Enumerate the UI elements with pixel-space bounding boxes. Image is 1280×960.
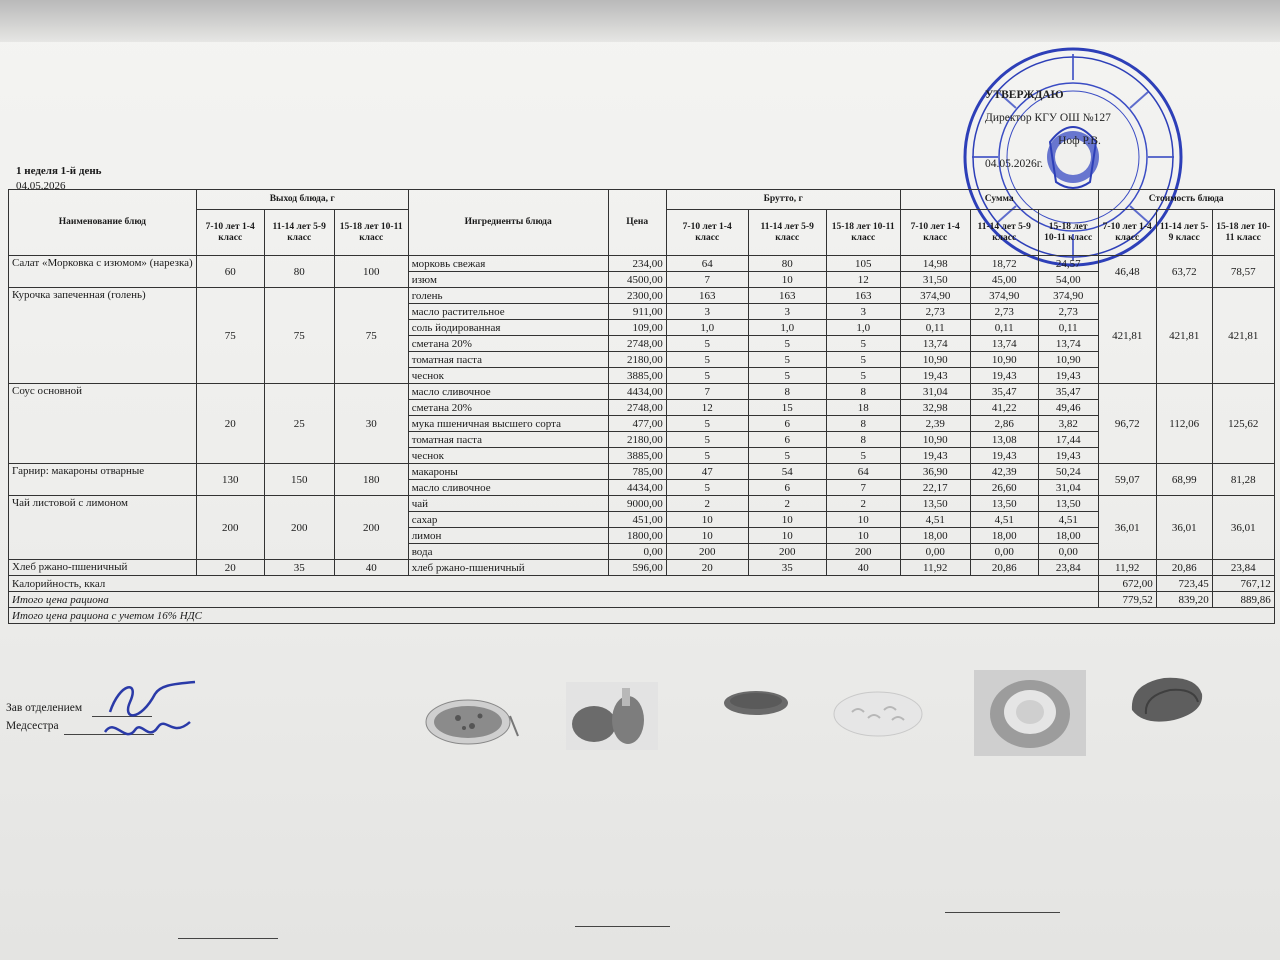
brutto-value: 10: [826, 528, 900, 544]
brutto-value: 163: [826, 288, 900, 304]
header-age: 11-14 лет 5-9 класс: [970, 210, 1038, 256]
ingredient-price: 911,00: [608, 304, 666, 320]
brutto-value: 3: [666, 304, 748, 320]
brutto-value: 10: [666, 528, 748, 544]
brutto-value: 7: [826, 480, 900, 496]
dish-cost: 63,72: [1156, 256, 1212, 288]
ingredient-name: томатная паста: [408, 432, 608, 448]
output-value: 75: [264, 288, 334, 384]
brutto-value: 5: [666, 368, 748, 384]
brutto-value: 54: [748, 464, 826, 480]
sum-value: 18,00: [970, 528, 1038, 544]
sum-value: 41,22: [970, 400, 1038, 416]
total-row: [9, 592, 1275, 608]
ingredient-price: 234,00: [608, 256, 666, 272]
menu-table: [8, 189, 1275, 624]
brutto-value: 105: [826, 256, 900, 272]
ingredient-name: мука пшеничная высшего сорта: [408, 416, 608, 432]
ingredient-name: лимон: [408, 528, 608, 544]
output-value: 200: [196, 496, 264, 560]
sum-value: 19,43: [970, 448, 1038, 464]
dish-cost: 20,86: [1156, 560, 1212, 576]
sum-value: 19,43: [900, 448, 970, 464]
sum-value: 0,00: [970, 544, 1038, 560]
dish-cost: 96,72: [1098, 384, 1156, 464]
header-age: 7-10 лет 1-4 класс: [666, 210, 748, 256]
ingredient-name: масло растительное: [408, 304, 608, 320]
brutto-value: 12: [826, 272, 900, 288]
approval-name: Ноф Р.В.: [1058, 135, 1101, 147]
sum-value: 17,44: [1038, 432, 1098, 448]
output-value: 40: [334, 560, 408, 576]
dish-cost: 421,81: [1098, 288, 1156, 384]
dish-name: Чай листовой с лимоном: [9, 496, 197, 560]
sum-value: 10,90: [1038, 352, 1098, 368]
ingredient-name: голень: [408, 288, 608, 304]
dish-cost: 36,01: [1156, 496, 1212, 560]
sum-value: 13,50: [970, 496, 1038, 512]
brutto-value: 5: [826, 368, 900, 384]
sum-value: 13,74: [1038, 336, 1098, 352]
ingredient-row: [9, 256, 1275, 272]
ingredient-price: 3885,00: [608, 448, 666, 464]
ingredient-price: 4434,00: [608, 384, 666, 400]
sum-value: 49,46: [1038, 400, 1098, 416]
total-value: 889,86: [1212, 592, 1274, 608]
sum-value: 32,98: [900, 400, 970, 416]
brutto-value: 200: [826, 544, 900, 560]
brutto-value: 10: [826, 512, 900, 528]
ingredient-row: [9, 496, 1275, 512]
brutto-value: 8: [826, 384, 900, 400]
ingredient-price: 785,00: [608, 464, 666, 480]
output-value: 200: [334, 496, 408, 560]
brutto-value: 10: [748, 272, 826, 288]
brutto-value: 47: [666, 464, 748, 480]
sum-value: 2,73: [970, 304, 1038, 320]
brutto-value: 5: [666, 352, 748, 368]
ingredient-price: 2180,00: [608, 352, 666, 368]
sum-value: 24,57: [1038, 256, 1098, 272]
ingredient-price: 451,00: [608, 512, 666, 528]
dish-name: Салат «Морковка с изюмом» (нарезка): [9, 256, 197, 288]
brutto-value: 35: [748, 560, 826, 576]
ingredient-price: 2748,00: [608, 336, 666, 352]
dish-cost: 46,48: [1098, 256, 1156, 288]
ingredient-price: 9000,00: [608, 496, 666, 512]
brutto-value: 2: [666, 496, 748, 512]
total-vat-row: [9, 608, 1275, 624]
header-dish: Наименование блюд: [9, 190, 197, 256]
sum-value: 18,00: [1038, 528, 1098, 544]
brutto-value: 200: [666, 544, 748, 560]
sum-value: 23,84: [1038, 560, 1098, 576]
ingredient-price: 0,00: [608, 544, 666, 560]
dish-cost: 78,57: [1212, 256, 1274, 288]
sum-value: 19,43: [970, 368, 1038, 384]
pasta-plate-icon: [832, 690, 924, 738]
ingredient-name: сметана 20%: [408, 336, 608, 352]
sum-value: 2,73: [900, 304, 970, 320]
total-label: Итого цена рациона: [9, 592, 1099, 608]
sum-value: 42,39: [970, 464, 1038, 480]
approval-title: УТВЕРЖДАЮ: [985, 89, 1064, 101]
brutto-value: 40: [826, 560, 900, 576]
brutto-value: 5: [748, 352, 826, 368]
total-vat-label: Итого цена рациона с учетом 16% НДС: [9, 608, 1275, 624]
brutto-value: 18: [826, 400, 900, 416]
brutto-value: 8: [826, 432, 900, 448]
dish-cost: 421,81: [1156, 288, 1212, 384]
sum-value: 374,90: [1038, 288, 1098, 304]
output-value: 35: [264, 560, 334, 576]
output-value: 30: [334, 384, 408, 464]
brutto-value: 2: [748, 496, 826, 512]
ingredient-name: вода: [408, 544, 608, 560]
brutto-value: 6: [748, 416, 826, 432]
ingredient-row: [9, 560, 1275, 576]
ingredient-name: макароны: [408, 464, 608, 480]
output-value: 75: [196, 288, 264, 384]
header-sum: Сумма: [900, 190, 1098, 210]
header-ingredients: Ингредиенты блюда: [408, 190, 608, 256]
dish-name: Хлеб ржано-пшеничный: [9, 560, 197, 576]
output-value: 20: [196, 384, 264, 464]
ingredient-price: 2300,00: [608, 288, 666, 304]
sum-value: 35,47: [1038, 384, 1098, 400]
output-value: 20: [196, 560, 264, 576]
dish-cost: 112,06: [1156, 384, 1212, 464]
ingredient-name: морковь свежая: [408, 256, 608, 272]
brutto-value: 64: [666, 256, 748, 272]
sum-value: 4,51: [970, 512, 1038, 528]
ingredient-name: сахар: [408, 512, 608, 528]
ingredient-price: 3885,00: [608, 368, 666, 384]
dish-cost: 23,84: [1212, 560, 1274, 576]
approval-block: [985, 84, 1111, 176]
ingredient-price: 2180,00: [608, 432, 666, 448]
header-age: 7-10 лет 1-4 класс: [900, 210, 970, 256]
ingredient-name: соль йодированная: [408, 320, 608, 336]
ingredient-name: томатная паста: [408, 352, 608, 368]
brutto-value: 3: [826, 304, 900, 320]
sum-value: 3,82: [1038, 416, 1098, 432]
signature-icon: [100, 672, 200, 752]
output-value: 200: [264, 496, 334, 560]
dish-cost: 36,01: [1212, 496, 1274, 560]
week-day-label: 1 неделя 1-й день: [16, 165, 102, 177]
brutto-value: 6: [748, 432, 826, 448]
sum-value: 18,72: [970, 256, 1038, 272]
sum-value: 0,00: [900, 544, 970, 560]
ingredient-row: [9, 288, 1275, 304]
dish-cost: 81,28: [1212, 464, 1274, 496]
brutto-value: 5: [666, 432, 748, 448]
header-cost: Стоимость блюда: [1098, 190, 1274, 210]
sum-value: 31,04: [900, 384, 970, 400]
brutto-value: 200: [748, 544, 826, 560]
brutto-value: 5: [666, 416, 748, 432]
sum-value: 20,86: [970, 560, 1038, 576]
brutto-value: 163: [666, 288, 748, 304]
output-value: 25: [264, 384, 334, 464]
ingredient-price: 109,00: [608, 320, 666, 336]
ingredient-price: 4500,00: [608, 272, 666, 288]
approval-position: Директор КГУ ОШ №127: [985, 112, 1111, 124]
brutto-value: 8: [826, 416, 900, 432]
ingredient-name: чеснок: [408, 448, 608, 464]
dish-name: Гарнир: макароны отварные: [9, 464, 197, 496]
calories-value: 723,45: [1156, 576, 1212, 592]
sum-value: 22,17: [900, 480, 970, 496]
sum-value: 13,08: [970, 432, 1038, 448]
menu-date: 04.05.2026: [16, 180, 66, 192]
ingredient-name: чеснок: [408, 368, 608, 384]
total-value: 779,52: [1098, 592, 1156, 608]
sum-value: 0,11: [900, 320, 970, 336]
ingredient-name: масло сливочное: [408, 384, 608, 400]
header-age: 11-14 лет 5-9 класс: [264, 210, 334, 256]
brutto-value: 5: [666, 448, 748, 464]
calories-value: 672,00: [1098, 576, 1156, 592]
brutto-value: 5: [826, 448, 900, 464]
ingredient-price: 1800,00: [608, 528, 666, 544]
brutto-value: 80: [748, 256, 826, 272]
dish-cost: 11,92: [1098, 560, 1156, 576]
chicken-leg-icon: [566, 682, 658, 750]
brutto-value: 5: [826, 352, 900, 368]
sum-value: 13,50: [1038, 496, 1098, 512]
sum-value: 2,39: [900, 416, 970, 432]
sum-value: 19,43: [900, 368, 970, 384]
sauce-bowl-icon: [722, 688, 790, 718]
header-price: Цена: [608, 190, 666, 256]
ingredient-price: 596,00: [608, 560, 666, 576]
brutto-value: 1,0: [666, 320, 748, 336]
sum-value: 374,90: [970, 288, 1038, 304]
brutto-value: 1,0: [748, 320, 826, 336]
dish-cost: 36,01: [1098, 496, 1156, 560]
header-age: 11-14 лет 5-9 класс: [748, 210, 826, 256]
sum-value: 50,24: [1038, 464, 1098, 480]
header-age: 15-18 лет 10-11 класс: [826, 210, 900, 256]
brutto-value: 5: [748, 336, 826, 352]
sum-value: 10,90: [900, 352, 970, 368]
dish-cost: 125,62: [1212, 384, 1274, 464]
output-value: 130: [196, 464, 264, 496]
ingredient-name: масло сливочное: [408, 480, 608, 496]
dish-name: Соус основной: [9, 384, 197, 464]
sum-value: 4,51: [900, 512, 970, 528]
total-value: 839,20: [1156, 592, 1212, 608]
calories-row: [9, 576, 1275, 592]
header-age: 7-10 лет 1-4 класс: [1098, 210, 1156, 256]
ingredient-price: 477,00: [608, 416, 666, 432]
sum-value: 10,90: [970, 352, 1038, 368]
sum-value: 13,50: [900, 496, 970, 512]
approval-date: 04.05.2026г.: [985, 158, 1044, 170]
ingredient-name: сметана 20%: [408, 400, 608, 416]
sum-value: 0,11: [970, 320, 1038, 336]
sum-value: 26,60: [970, 480, 1038, 496]
sum-value: 19,43: [1038, 368, 1098, 384]
output-value: 180: [334, 464, 408, 496]
sum-value: 45,00: [970, 272, 1038, 288]
sum-value: 14,98: [900, 256, 970, 272]
sum-value: 18,00: [900, 528, 970, 544]
tea-cup-icon: [974, 670, 1086, 756]
head-of-department-label: Зав отделением: [6, 702, 83, 714]
brutto-value: 163: [748, 288, 826, 304]
brutto-value: 3: [748, 304, 826, 320]
brutto-value: 5: [748, 448, 826, 464]
sum-value: 2,73: [1038, 304, 1098, 320]
ingredient-price: 4434,00: [608, 480, 666, 496]
sum-value: 10,90: [900, 432, 970, 448]
brutto-value: 15: [748, 400, 826, 416]
sum-value: 2,86: [970, 416, 1038, 432]
ingredient-name: хлеб ржано-пшеничный: [408, 560, 608, 576]
brutto-value: 1,0: [826, 320, 900, 336]
output-value: 75: [334, 288, 408, 384]
brutto-value: 7: [666, 384, 748, 400]
output-value: 80: [264, 256, 334, 288]
calories-value: 767,12: [1212, 576, 1274, 592]
brutto-value: 5: [826, 336, 900, 352]
header-age: 15-18 лет 10-11 класс: [1038, 210, 1098, 256]
header-age: 7-10 лет 1-4 класс: [196, 210, 264, 256]
sum-value: 31,04: [1038, 480, 1098, 496]
ingredient-name: чай: [408, 496, 608, 512]
header-age: 11-14 лет 5-9 класс: [1156, 210, 1212, 256]
ingredient-price: 2748,00: [608, 400, 666, 416]
ingredient-row: [9, 464, 1275, 480]
sum-value: 4,51: [1038, 512, 1098, 528]
brutto-value: 12: [666, 400, 748, 416]
brutto-value: 5: [666, 336, 748, 352]
sum-value: 54,00: [1038, 272, 1098, 288]
header-brutto: Брутто, г: [666, 190, 900, 210]
sum-value: 36,90: [900, 464, 970, 480]
ingredient-row: [9, 384, 1275, 400]
dish-cost: 421,81: [1212, 288, 1274, 384]
brutto-value: 8: [748, 384, 826, 400]
header-age: 15-18 лет 10-11 класс: [334, 210, 408, 256]
output-value: 60: [196, 256, 264, 288]
sum-value: 11,92: [900, 560, 970, 576]
output-value: 150: [264, 464, 334, 496]
brutto-value: 10: [748, 512, 826, 528]
brutto-value: 64: [826, 464, 900, 480]
nurse-label: Медсестра: [6, 720, 59, 732]
sum-value: 13,74: [970, 336, 1038, 352]
sum-value: 0,11: [1038, 320, 1098, 336]
scan-edge: [0, 0, 1280, 42]
ingredient-name: изюм: [408, 272, 608, 288]
bread-slices-icon: [1124, 670, 1210, 726]
salad-plate-icon: [420, 696, 520, 748]
brutto-value: 2: [826, 496, 900, 512]
output-value: 100: [334, 256, 408, 288]
dish-cost: 59,07: [1098, 464, 1156, 496]
sum-value: 13,74: [900, 336, 970, 352]
sum-value: 374,90: [900, 288, 970, 304]
header-age: 15-18 лет 10-11 класс: [1212, 210, 1274, 256]
header-output: Выход блюда, г: [196, 190, 408, 210]
dish-cost: 68,99: [1156, 464, 1212, 496]
brutto-value: 10: [666, 512, 748, 528]
sum-value: 19,43: [1038, 448, 1098, 464]
sum-value: 31,50: [900, 272, 970, 288]
brutto-value: 5: [748, 368, 826, 384]
sum-value: 35,47: [970, 384, 1038, 400]
brutto-value: 5: [666, 480, 748, 496]
dish-name: Курочка запеченная (голень): [9, 288, 197, 384]
brutto-value: 7: [666, 272, 748, 288]
calories-label: Калорийность, ккал: [9, 576, 1099, 592]
brutto-value: 6: [748, 480, 826, 496]
sum-value: 0,00: [1038, 544, 1098, 560]
brutto-value: 20: [666, 560, 748, 576]
brutto-value: 10: [748, 528, 826, 544]
